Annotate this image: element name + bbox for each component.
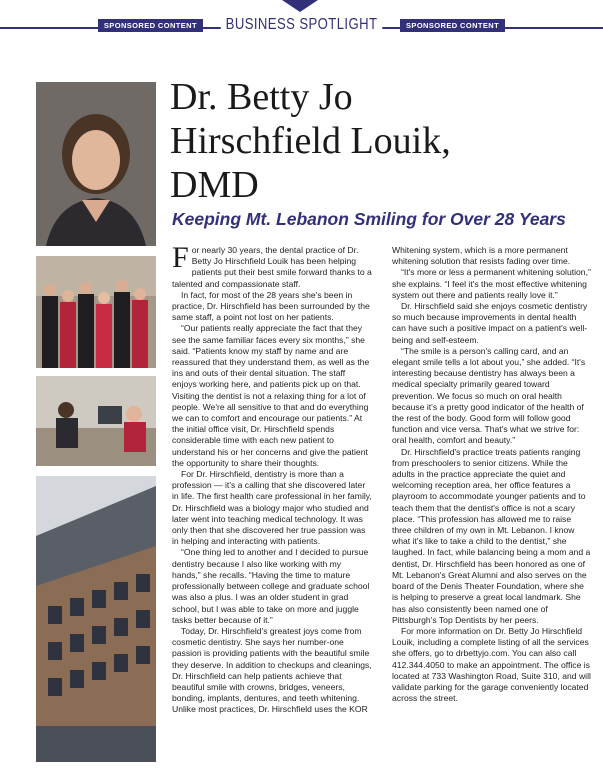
headline-line-3: DMD [170,164,259,206]
portrait-photo [36,82,156,246]
banner-title: BUSINESS SPOTLIGHT [221,16,383,34]
banner-notch [282,0,318,12]
paragraph: “It's more or less a permanent whitening solution,” she explains. “I feel it's the most effective whitening system out there and patients really love it.” [392,267,591,300]
paragraph: In fact, for most of the 28 years she's been in practice, Dr. Hirschfield has been surrounded by the same staff, a point not lost on her patients. [172,289,370,323]
article-subhead: Keeping Mt. Lebanon Smiling for Over 28 Years [172,209,566,229]
headline-line-2: Hirschfield Louik, [170,120,451,162]
sponsored-label-right: SPONSORED CONTENT [400,19,505,32]
paragraph: “The smile is a person's calling card, and an elegant smile tells a lot about you,” she added. “It's interesting because dentistry has always been a medical specialty primarily geared toward prevention. We focus so much on oral health because it's a pretty good indicator of the health of the rest of the body. Good form will follow good function and vice versa. That's what we strive for: oral health, comfort and beauty.” [392,345,586,446]
paragraph: For more information on Dr. Betty Jo Hirschfield Louik, including a complete listing of all the services she offers, go to drbettyjo.com. You can also call 412.344.4050 to make an appointment. The office is located at 733 Washington Road, Suite 310, and will validate parking for the garage conveniently located across the street. [392,625,591,704]
article-column-1 [172,241,372,716]
paragraph: Dr. Hirschfield's practice treats patients ranging from preschoolers to senior citizens. While the adults in the practice appreciate the quiet and welcoming reception area, her office features a playroom to accommodate younger patients and to teach them that the dentist's office is not a scary place. “This profession has allowed me to raise three children of my own in Mt. Lebanon. I know what it's like to take a child to the dentist,” she laughed. In fact, while balancing being a mom and a dentist, Dr. Hirschfield has been honored as one of Mt. Lebanon's Great Alumni and also serves on the board of the Denis Theater Foundation, where she is helping to preserve a great local landmark. She has also consistently been named one of Pittsburgh's Top Dentists by her peers. [392,446,591,625]
paragraph: For nearly 30 years, the dental practice of Dr. Betty Jo Hirschfield Louik has been helping patients put their best smile forward thanks to a talented and compassionate staff. [172,241,372,289]
paragraph: “One thing led to another and I decided to pursue dentistry because I also like working with my hands,” she recalls. “Having the time to mature professionally between college and graduate school was also a plus. I was an older student in grad school, but I was able to take on more and juggle tasks better because of it.” [172,547,370,625]
article-column-2 [392,245,592,704]
paragraph: “Our patients really appreciate the fact that they see the same familiar faces every six months,” she said. “Patients know my staff by name and are reassured that they understand them, as well as the ins and outs of their dental situation. The staff enjoys working here, and patients pick up on that. Visiting the dentist is not a relaxing thing for a lot of people. We're all sensitive to that and do everything we can to comfort and encourage our patients.” At the initial office visit, Dr. Hirschfield spends considerable time with each new patient to understand his or her concerns and give the patient the opportunity to share their thoughts. [172,323,370,468]
sponsored-label-left: SPONSORED CONTENT [98,19,203,32]
consultation-photo [36,376,156,466]
staff-group-photo [36,256,156,368]
paragraph: For Dr. Hirschfield, dentistry is more than a profession — it's a calling that she discovered later in life. The first health care professional in her family, Dr. Hirschfield was a biology major who studied and later went into teaching medical technology. It was only then that she discovered her true passion was in helping and interacting with patients. [172,469,372,547]
paragraph: Dr. Hirschfield said she enjoys cosmetic dentistry so much because improvements in dental health can have such a positive impact on a patient's well-being and self-esteem. [392,301,588,345]
drop-cap: F [172,241,189,274]
business-spotlight-banner [0,0,603,40]
paragraph: Whitening system, which is a more permanent whitening solution that resists fading over time. [392,245,571,267]
article-headline [170,75,590,207]
paragraph: Today, Dr. Hirschfield's greatest joys come from cosmetic dentistry. She says her number-one passion is providing patients with the beautiful smile they deserve. In addition to checkups and cleanings, Dr. Hirschfield can help patients achieve that beautiful smile with crowns, bridges, veneers, bonding, implants, dentures, and teeth whitening. Unlike most practices, Dr. Hirschfield uses the KOR [172,625,372,715]
office-building-photo [36,476,156,762]
headline-line-1: Dr. Betty Jo [170,76,353,118]
